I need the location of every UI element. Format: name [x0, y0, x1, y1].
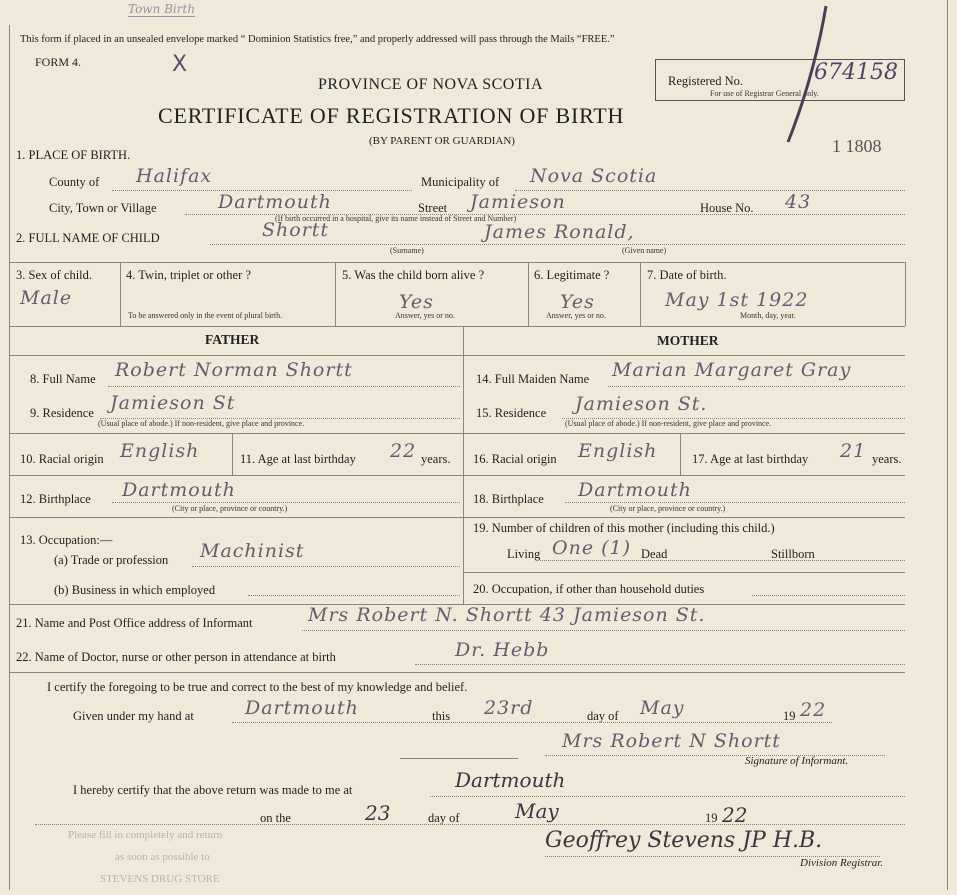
- mother-age: 21: [840, 440, 867, 462]
- top-note: Town Birth: [128, 2, 196, 16]
- certify-year-prefix: 19: [783, 709, 796, 723]
- father-name: Robert Norman Shortt: [115, 359, 353, 381]
- header-line: This form if placed in an unsealed envelope marked “ Dominion Statistics free,” and properly addressed will pass through the Mails “FREE.”: [20, 34, 615, 45]
- stillborn-label: Stillborn: [771, 547, 815, 561]
- father-age-label: 11. Age at last birthday: [240, 452, 356, 466]
- registered-label: Registered No.: [668, 74, 743, 88]
- year-stamp: 1 1808: [832, 136, 882, 156]
- registrar-year: 22: [722, 803, 748, 827]
- mother-occ-label: 20. Occupation, if other than household duties: [473, 582, 705, 596]
- date-label: 7. Date of birth.: [647, 268, 727, 282]
- municipality-value: Nova Scotia: [530, 165, 658, 187]
- registered-number: 674158: [814, 60, 898, 85]
- certify-text: I certify the foregoing to be true and correct to the best of my knowledge and belief.: [47, 680, 468, 694]
- mother-birth-note: (City or place, province or country.): [610, 504, 726, 513]
- legit-label: 6. Legitimate ?: [534, 268, 610, 282]
- living-label: Living: [507, 547, 541, 561]
- father-racial: English: [120, 440, 200, 462]
- alive-note: Answer, yes or no.: [395, 311, 455, 320]
- province-title: PROVINCE OF NOVA SCOTIA: [318, 76, 544, 93]
- stamp-line-3: STEVENS DRUG STORE: [100, 873, 220, 885]
- informant-sig-label: Signature of Informant.: [745, 755, 849, 767]
- children-label: 19. Number of children of this mother (including this child.): [473, 521, 775, 535]
- city-value: Dartmouth: [218, 191, 332, 213]
- registrar-place: Dartmouth: [455, 768, 566, 792]
- form-number: FORM 4.: [35, 55, 82, 69]
- registrar-dayof: day of: [428, 811, 460, 825]
- father-name-label: 8. Full Name: [30, 372, 96, 386]
- mother-res-note: (Usual place of abode.) If non-resident, give place and province.: [565, 419, 772, 428]
- legit-note: Answer, yes or no.: [546, 311, 606, 320]
- mother-birthplace: Dartmouth: [578, 479, 692, 501]
- registrar-day: 23: [365, 801, 391, 825]
- municipality-label: Municipality of: [421, 175, 500, 189]
- father-res-label: 9. Residence: [30, 406, 94, 420]
- business-label: (b) Business in which employed: [54, 583, 216, 597]
- stamp-line-1: Please fill in completely and return: [68, 829, 223, 841]
- certify-day: 23rd: [484, 697, 534, 719]
- father-occ-label: 13. Occupation:—: [20, 533, 113, 547]
- alive-label: 5. Was the child born alive ?: [342, 268, 485, 282]
- county-label: County of: [49, 175, 100, 189]
- dead-label: Dead: [641, 547, 668, 561]
- mother-name-label: 14. Full Maiden Name: [476, 372, 590, 386]
- mother-racial: English: [578, 440, 658, 462]
- informant-value: Mrs Robert N. Shortt 43 Jamieson St.: [308, 604, 706, 626]
- father-res: Jamieson St: [110, 392, 236, 414]
- certify-year: 22: [800, 699, 827, 721]
- mother-years: years.: [872, 452, 902, 466]
- dayof-label: day of: [587, 709, 619, 723]
- living-value: One (1): [552, 537, 632, 559]
- informant-label: 21. Name and Post Office address of Informant: [16, 616, 253, 630]
- mother-name: Marian Margaret Gray: [612, 359, 852, 381]
- mother-racial-label: 16. Racial origin: [473, 452, 557, 466]
- twin-label: 4. Twin, triplet or other ?: [126, 268, 251, 282]
- sex-label: 3. Sex of child.: [16, 268, 93, 282]
- registrar-year-prefix: 19: [705, 811, 718, 825]
- doctor-value: Dr. Hebb: [455, 639, 550, 661]
- street-value: Jamieson: [470, 191, 566, 213]
- informant-signature: Mrs Robert N Shortt: [562, 730, 781, 752]
- twin-note: To be answered only in the event of plural birth.: [128, 311, 283, 320]
- father-age: 22: [390, 440, 417, 462]
- given-note: (Given name): [622, 246, 667, 255]
- house-label: House No.: [700, 201, 754, 215]
- father-birth-note: (City or place, province or country.): [172, 504, 288, 513]
- certificate-title: CERTIFICATE OF REGISTRATION OF BIRTH: [158, 103, 625, 128]
- mother-res: Jamieson St.: [575, 393, 708, 415]
- father-birthplace: Dartmouth: [122, 479, 236, 501]
- stamp-line-2: as soon as possible to: [115, 851, 210, 863]
- street-label: Street: [418, 201, 448, 215]
- place-heading: 1. PLACE OF BIRTH.: [16, 148, 131, 162]
- registrar-text: I hereby certify that the above return was made to me at: [73, 783, 353, 797]
- trade-value: Machinist: [200, 540, 305, 562]
- doctor-label: 22. Name of Doctor, nurse or other person in attendance at birth: [16, 650, 336, 664]
- certificate-subtitle: (BY PARENT OR GUARDIAN): [369, 135, 515, 147]
- child-given: James Ronald,: [484, 221, 635, 243]
- given-place: Dartmouth: [245, 697, 359, 719]
- father-racial-label: 10. Racial origin: [20, 452, 104, 466]
- mother-heading: MOTHER: [657, 333, 719, 348]
- trade-label: (a) Trade or profession: [54, 553, 169, 567]
- father-years: years.: [421, 452, 451, 466]
- child-label: 2. FULL NAME OF CHILD: [16, 231, 160, 245]
- date-value: May 1st 1922: [665, 289, 809, 311]
- mother-age-label: 17. Age at last birthday: [692, 452, 809, 466]
- house-value: 43: [785, 191, 812, 213]
- child-surname: Shortt: [262, 219, 330, 241]
- sex-value: Male: [20, 287, 73, 309]
- registrar-signature: Geoffrey Stevens JP H.B.: [545, 828, 823, 853]
- father-res-note: (Usual place of abode.) If non-resident, give place and province.: [98, 419, 305, 428]
- city-label: City, Town or Village: [49, 201, 157, 215]
- mother-birth-label: 18. Birthplace: [473, 492, 544, 506]
- registered-note: For use of Registrar General only.: [710, 89, 819, 98]
- alive-value: Yes: [399, 291, 434, 313]
- father-heading: FATHER: [205, 332, 260, 347]
- legit-value: Yes: [560, 291, 595, 313]
- certify-month: May: [640, 697, 685, 719]
- check-stroke: [780, 2, 840, 152]
- father-birth-label: 12. Birthplace: [20, 492, 91, 506]
- on-label: on the: [260, 811, 291, 825]
- hospital-note: (If birth occurred in a hospital, give its name instead of Street and Number): [275, 214, 517, 223]
- x-mark: X: [172, 52, 188, 77]
- registrar-sig-label: Division Registrar.: [800, 857, 884, 869]
- date-note: Month, day, year.: [740, 311, 796, 320]
- registrar-month: May: [515, 799, 559, 823]
- given-label: Given under my hand at: [73, 709, 194, 723]
- mother-res-label: 15. Residence: [476, 406, 547, 420]
- county-value: Halifax: [136, 165, 213, 187]
- this-label: this: [432, 709, 451, 723]
- surname-note: (Surname): [390, 246, 424, 255]
